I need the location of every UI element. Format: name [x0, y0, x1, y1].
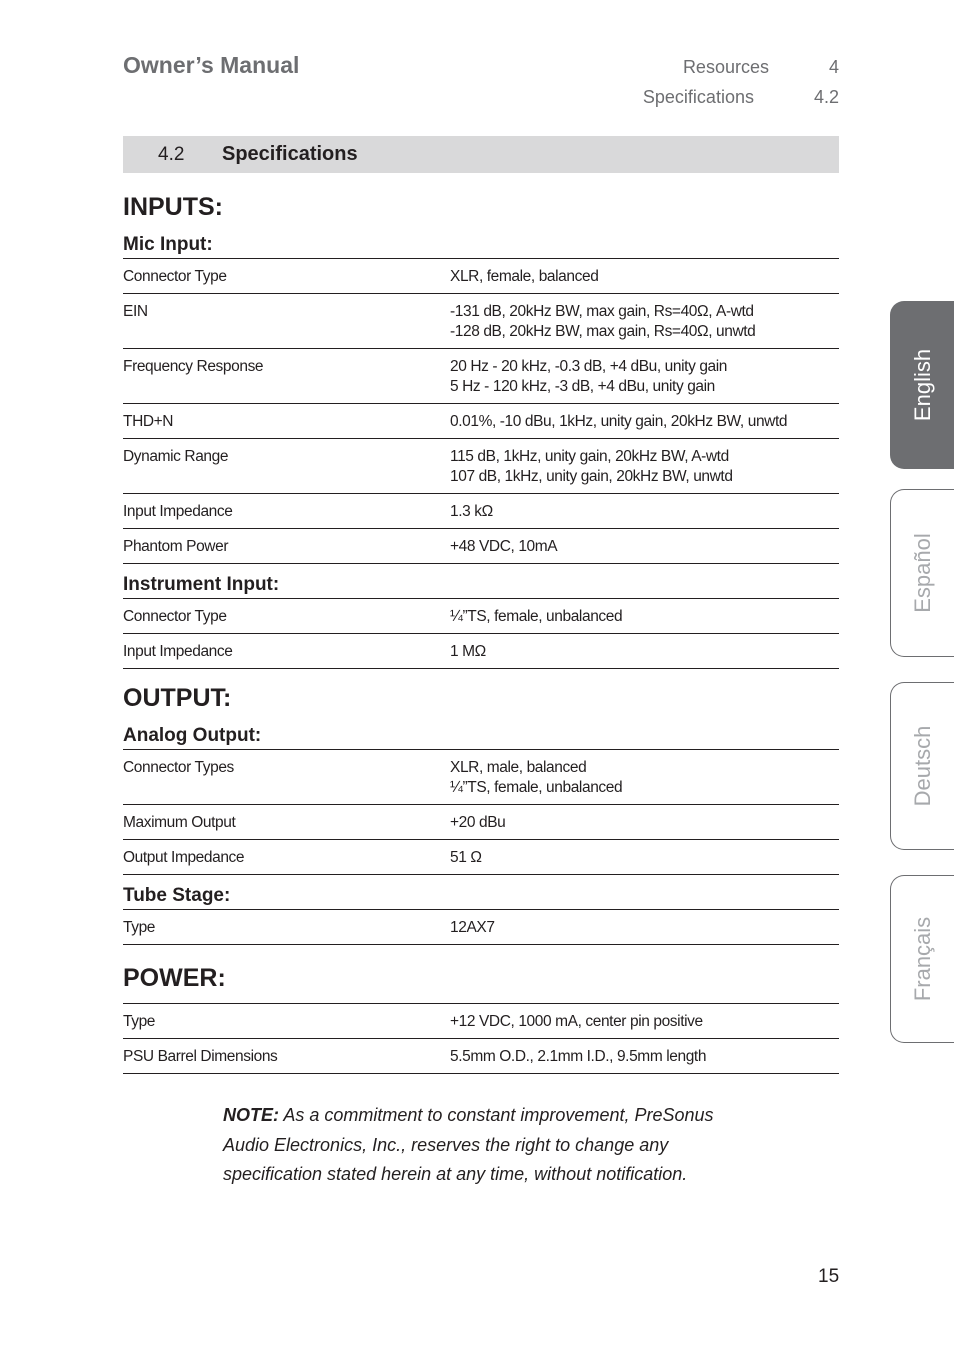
spec-value: [450, 758, 839, 798]
tab-francais[interactable]: Français: [890, 875, 954, 1043]
spec-value: [450, 1047, 839, 1067]
spec-label: Phantom Power: [123, 538, 229, 555]
output-heading: OUTPUT:: [123, 684, 232, 712]
tab-english[interactable]: English: [890, 301, 954, 469]
instrument-input-heading: Instrument Input:: [123, 572, 839, 599]
note-paragraph: [223, 1101, 743, 1190]
spec-row: [123, 529, 839, 564]
spec-label: Connector Type: [123, 268, 227, 285]
spec-row: [123, 1004, 839, 1039]
spec-value-line: 1.3 kΩ: [450, 503, 493, 520]
spec-value-line: 115 dB, 1kHz, unity gain, 20kHz BW, A-wtd: [450, 448, 729, 465]
breadcrumb-section: Specifications 4.2: [642, 87, 839, 107]
tube-stage-heading: Tube Stage:: [123, 883, 839, 910]
spec-value-line: XLR, male, balanced: [450, 759, 587, 776]
spec-label: Input Impedance: [123, 643, 233, 660]
spec-value-line: 20 Hz - 20 kHz, -0.3 dB, +4 dBu, unity gain: [450, 358, 728, 375]
spec-value: [450, 302, 839, 342]
spec-value: [450, 447, 839, 487]
note-label: NOTE:: [223, 1105, 279, 1125]
instrument-input-table: [123, 599, 839, 669]
spec-value: [450, 918, 839, 938]
spec-row: [123, 840, 839, 875]
spec-value-line: XLR, female, balanced: [450, 268, 599, 285]
power-heading: POWER:: [123, 961, 839, 1004]
spec-row: [123, 259, 839, 294]
spec-value: [450, 357, 839, 397]
tab-deutsch[interactable]: Deutsch: [890, 682, 954, 850]
spec-label: Connector Type: [123, 608, 227, 625]
spec-label: PSU Barrel Dimensions: [123, 1048, 278, 1065]
spec-row: [123, 439, 839, 494]
spec-value: [450, 502, 839, 522]
spec-value-line: ¼”TS, female, unbalanced: [450, 608, 623, 625]
spec-value-line: 12AX7: [450, 919, 495, 936]
section-title: Specifications: [222, 143, 358, 165]
manual-title: Owner’s Manual: [123, 52, 300, 78]
analog-output-heading: Analog Output:: [123, 723, 839, 750]
spec-value: [450, 607, 839, 627]
spec-value-line: 1 MΩ: [450, 643, 486, 660]
note-text: As a commitment to constant improvement, PreSonus Audio Electronics, Inc., reserves the right to change any specification stated herein at any time, without notification.: [223, 1105, 714, 1184]
spec-label: Type: [123, 919, 156, 936]
spec-row: [123, 404, 839, 439]
spec-value-line: +48 VDC, 10mA: [450, 538, 558, 555]
spec-value: [450, 642, 839, 662]
spec-row: [123, 750, 839, 805]
section-number: 4.2: [158, 143, 185, 165]
spec-label: Input Impedance: [123, 503, 233, 520]
breadcrumb: [600, 55, 839, 115]
spec-value-line: ¼”TS, female, unbalanced: [450, 779, 623, 796]
spec-label: Output Impedance: [123, 849, 245, 866]
spec-row: [123, 1039, 839, 1074]
mic-input-table: [123, 259, 839, 564]
spec-row: [123, 349, 839, 404]
spec-label: Connector Types: [123, 759, 234, 776]
spec-value-line: 107 dB, 1kHz, unity gain, 20kHz BW, unwtd: [450, 468, 733, 485]
tube-stage-table: [123, 910, 839, 945]
spec-label: Type: [123, 1013, 156, 1030]
spec-label: THD+N: [123, 413, 174, 430]
spec-value-line: -128 dB, 20kHz BW, max gain, Rs=40Ω, unwtd: [450, 323, 756, 340]
power-table: [123, 1004, 839, 1074]
spec-row: [123, 494, 839, 529]
spec-value-line: 5.5mm O.D., 2.1mm I.D., 9.5mm length: [450, 1048, 707, 1065]
spec-value: [450, 1012, 839, 1032]
spec-label: Maximum Output: [123, 814, 236, 831]
spec-label: EIN: [123, 303, 148, 320]
inputs-heading: INPUTS:: [123, 193, 223, 221]
spec-row: [123, 805, 839, 840]
spec-value-line: 51 Ω: [450, 849, 482, 866]
spec-value: [450, 412, 839, 432]
section-heading-bar: [123, 136, 839, 173]
spec-value: [450, 267, 839, 287]
spec-row: [123, 634, 839, 669]
spec-label: Frequency Response: [123, 358, 264, 375]
analog-output-table: [123, 750, 839, 875]
spec-value: [450, 813, 839, 833]
spec-row: [123, 599, 839, 634]
spec-row: [123, 910, 839, 945]
spec-row: [123, 294, 839, 349]
spec-value: [450, 537, 839, 557]
spec-value-line: -131 dB, 20kHz BW, max gain, Rs=40Ω, A-wtd: [450, 303, 754, 320]
spec-value-line: 5 Hz - 120 kHz, -3 dB, +4 dBu, unity gain: [450, 378, 715, 395]
spec-content: [123, 190, 839, 1074]
mic-input-heading: Mic Input:: [123, 232, 839, 259]
spec-label: Dynamic Range: [123, 448, 229, 465]
page-number: 15: [818, 1266, 840, 1287]
spec-value: [450, 848, 839, 868]
breadcrumb-chapter: Resources 4: [682, 57, 839, 77]
spec-value-line: +12 VDC, 1000 mA, center pin positive: [450, 1013, 703, 1030]
tab-espanol[interactable]: Español: [890, 489, 954, 657]
spec-value-line: 0.01%, -10 dBu, 1kHz, unity gain, 20kHz BW, unwtd: [450, 413, 788, 430]
spec-value-line: +20 dBu: [450, 814, 506, 831]
